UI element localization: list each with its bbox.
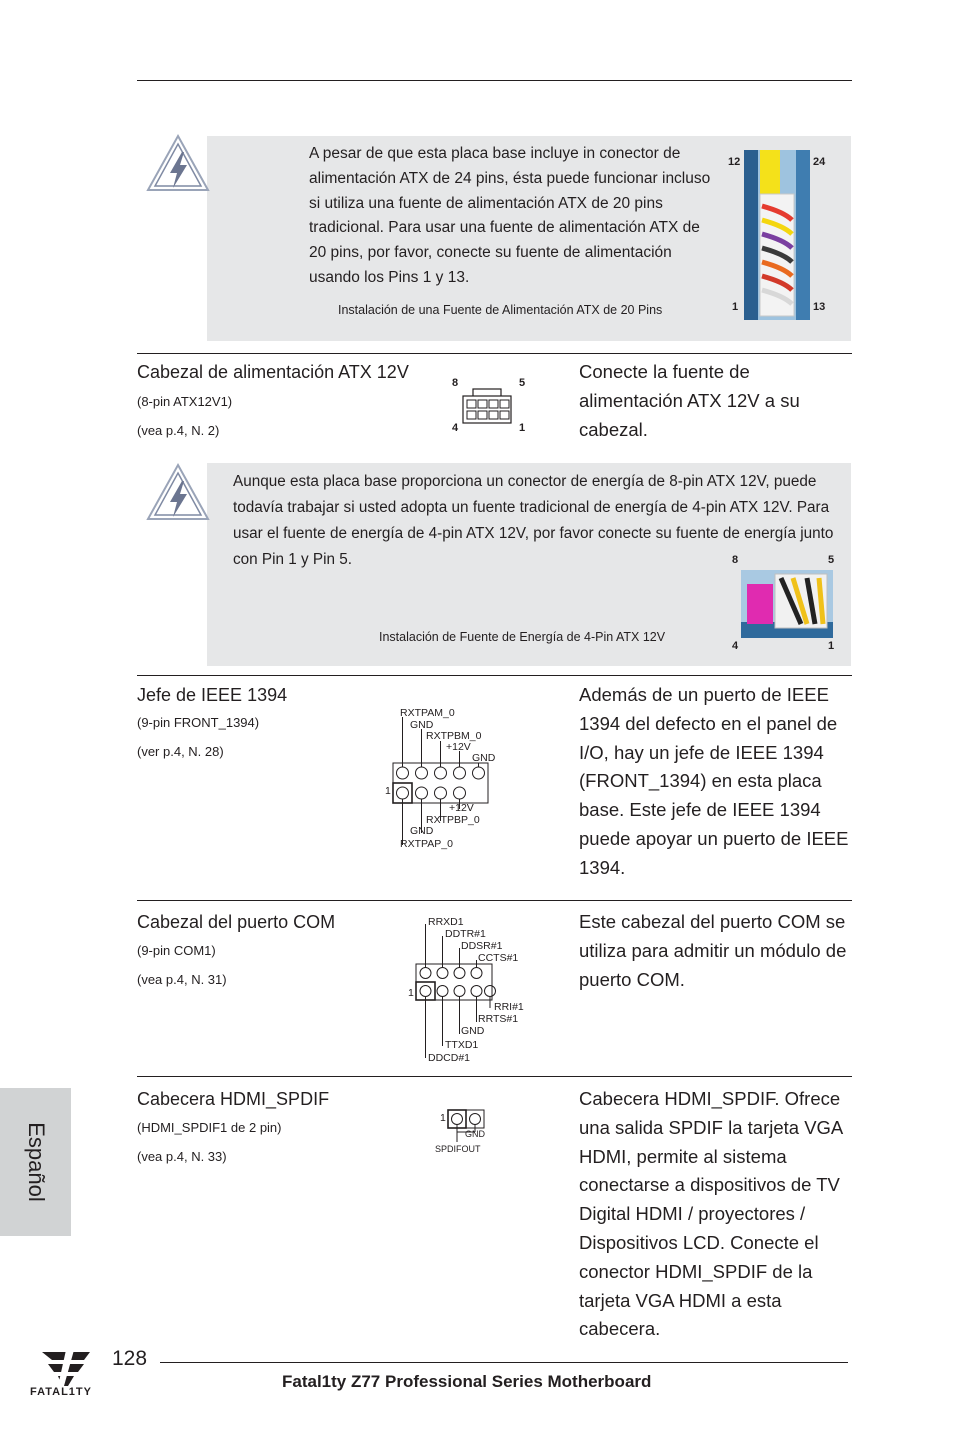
note2-pin-1: 1 [828,640,835,652]
hdmi-desc: Cabecera HDMI_SPDIF. Ofrece una salida SPDIF la tarjeta VGA HDMI, permite al sistema conectarse a dispositivos de TV Digital HDMI / proyectores / Dispositivos LCD. Conecte el conector HDMI_SPDIF de la tarjeta VGA HDMI a esta cabecera. [579,1088,843,1340]
com-label-ddcd1: DDCD#1 [428,1052,471,1064]
note2-pin-4: 4 [732,640,739,652]
com-label-rri1: RRI#1 [494,1001,524,1013]
pin-label-12: 12 [728,156,741,168]
language-label: Español [23,1122,49,1202]
section-rule [137,675,852,676]
atx12v-title: Cabezal de alimentación ATX 12V [137,362,409,382]
atx12v-pin-8: 8 [452,377,459,389]
ieee1394-desc: Además de un puerto de IEEE 1394 del defecto en el panel de I/O, hay un jefe de IEEE 1394 (FRONT_1394) en esta placa base. Este jefe de IEEE 1394 puede apoyar un puerto de IEEE 1394. [579,684,849,878]
pin-label-24: 24 [813,156,826,168]
ieee1394-label-gnd: GND [410,825,434,837]
com-label-gnd: GND [461,1025,485,1037]
ieee1394-label-rxtpam0: RXTPAM_0 [400,707,455,719]
note2-pin-8: 8 [732,554,739,566]
ieee1394-label-12v: +12V [446,741,471,753]
com-label-ddsr1: DDSR#1 [461,940,503,952]
note-24pin-caption: Instalación de una Fuente de Alimentación ATX de 20 Pins [338,303,663,317]
ieee1394-label-12v: +12V [449,802,474,814]
hdmi-label-gnd: GND [465,1129,485,1139]
logo-text: FATAL1TY [30,1386,92,1398]
top-rule [137,80,852,81]
com-label-rrxd1: RRXD1 [428,916,464,928]
com-desc: Este cabezal del puerto COM se utiliza para admitir un módulo de puerto COM. [579,911,847,990]
com-label-ttxd1: TTXD1 [445,1039,479,1051]
language-side-tab [0,1088,71,1236]
note-24pin-text: A pesar de que esta placa base incluye in conector de alimentación ATX de 24 pins, ésta puede funcionar incluso si utiliza una fuente de alimentación ATX de 20 pins tradicional. Para usar una fuente de alimentación ATX de 20 pins, por favor, conecte su fuente de alimentación usando los Pins 1 y 13. [309,145,711,286]
ieee1394-label-gnd: GND [472,752,496,764]
connector-4pin-image [741,570,833,638]
note-4pin-text: Aunque esta placa base proporciona un conector de energía de 8-pin ATX 12V, puede todavía trabajar si usted adopta un fuente tradicional de energía de 4-pin ATX 12V. Para usar el fuente de energía de 4-pin ATX 12V, por favor conecte su fuente de energía junto con Pin 1 y Pin 5. [233,473,834,568]
fatal1ty-logo [28,1348,108,1408]
atx12v-sub1: (8-pin ATX12V1) [137,394,233,409]
section-rule [137,353,852,354]
ieee1394-label-rxtpbp0: RXTPBP_0 [426,814,480,826]
note-4pin-caption: Instalación de Fuente de Energía de 4-Pin ATX 12V [379,630,666,644]
hdmi-label-spdifout: SPDIFOUT [435,1144,481,1154]
com-sub1: (9-pin COM1) [137,943,216,958]
footer-title: Fatal1ty Z77 Professional Series Motherboard [282,1372,652,1391]
atx12v-pin-4: 4 [452,422,459,434]
ieee1394-label-rxtpbm0: RXTPBM_0 [426,730,482,742]
pin-label-13: 13 [813,301,826,313]
section-rule [137,1076,852,1077]
ieee1394-title: Jefe de IEEE 1394 [137,685,288,705]
com-pin1-label: 1 [408,987,414,999]
ieee1394-label-gnd: GND [410,719,434,731]
footer-rule [160,1362,848,1363]
com-title: Cabezal del puerto COM [137,912,336,932]
pin-label-1: 1 [732,301,739,313]
com-sub2: (vea p.4, N. 31) [137,972,227,987]
hdmi-sub2: (vea p.4, N. 33) [137,1149,227,1164]
com-label-ccts1: CCTS#1 [478,952,519,964]
hdmi-pin1-label: 1 [440,1112,446,1124]
ieee1394-pin1-label: 1 [385,785,391,797]
hdmi-title: Cabecera HDMI_SPDIF [137,1089,330,1109]
atx12v-connector-diagram [462,388,512,424]
warning-icon [146,461,210,523]
ieee1394-label-rxtpap0: RXTPAP_0 [400,838,453,850]
warning-icon [146,132,210,194]
atx12v-desc: Conecte la fuente de alimentación ATX 12V a su cabezal. [579,361,800,440]
ieee1394-sub2: (ver p.4, N. 28) [137,744,224,759]
note2-pin-5: 5 [828,554,835,566]
hdmi-sub1: (HDMI_SPDIF1 de 2 pin) [137,1120,282,1135]
page-number: 128 [112,1347,148,1370]
com-label-ddtr1: DDTR#1 [445,928,486,940]
ieee1394-header-diagram [390,705,510,855]
com-label-rrts1: RRTS#1 [478,1013,519,1025]
atx12v-pin-1: 1 [519,422,526,434]
section-rule [137,900,852,901]
atx12v-pin-5: 5 [519,377,526,389]
ieee1394-sub1: (9-pin FRONT_1394) [137,715,260,730]
atx12v-sub2: (vea p.4, N. 2) [137,423,220,438]
connector-24pin-image [744,150,810,320]
